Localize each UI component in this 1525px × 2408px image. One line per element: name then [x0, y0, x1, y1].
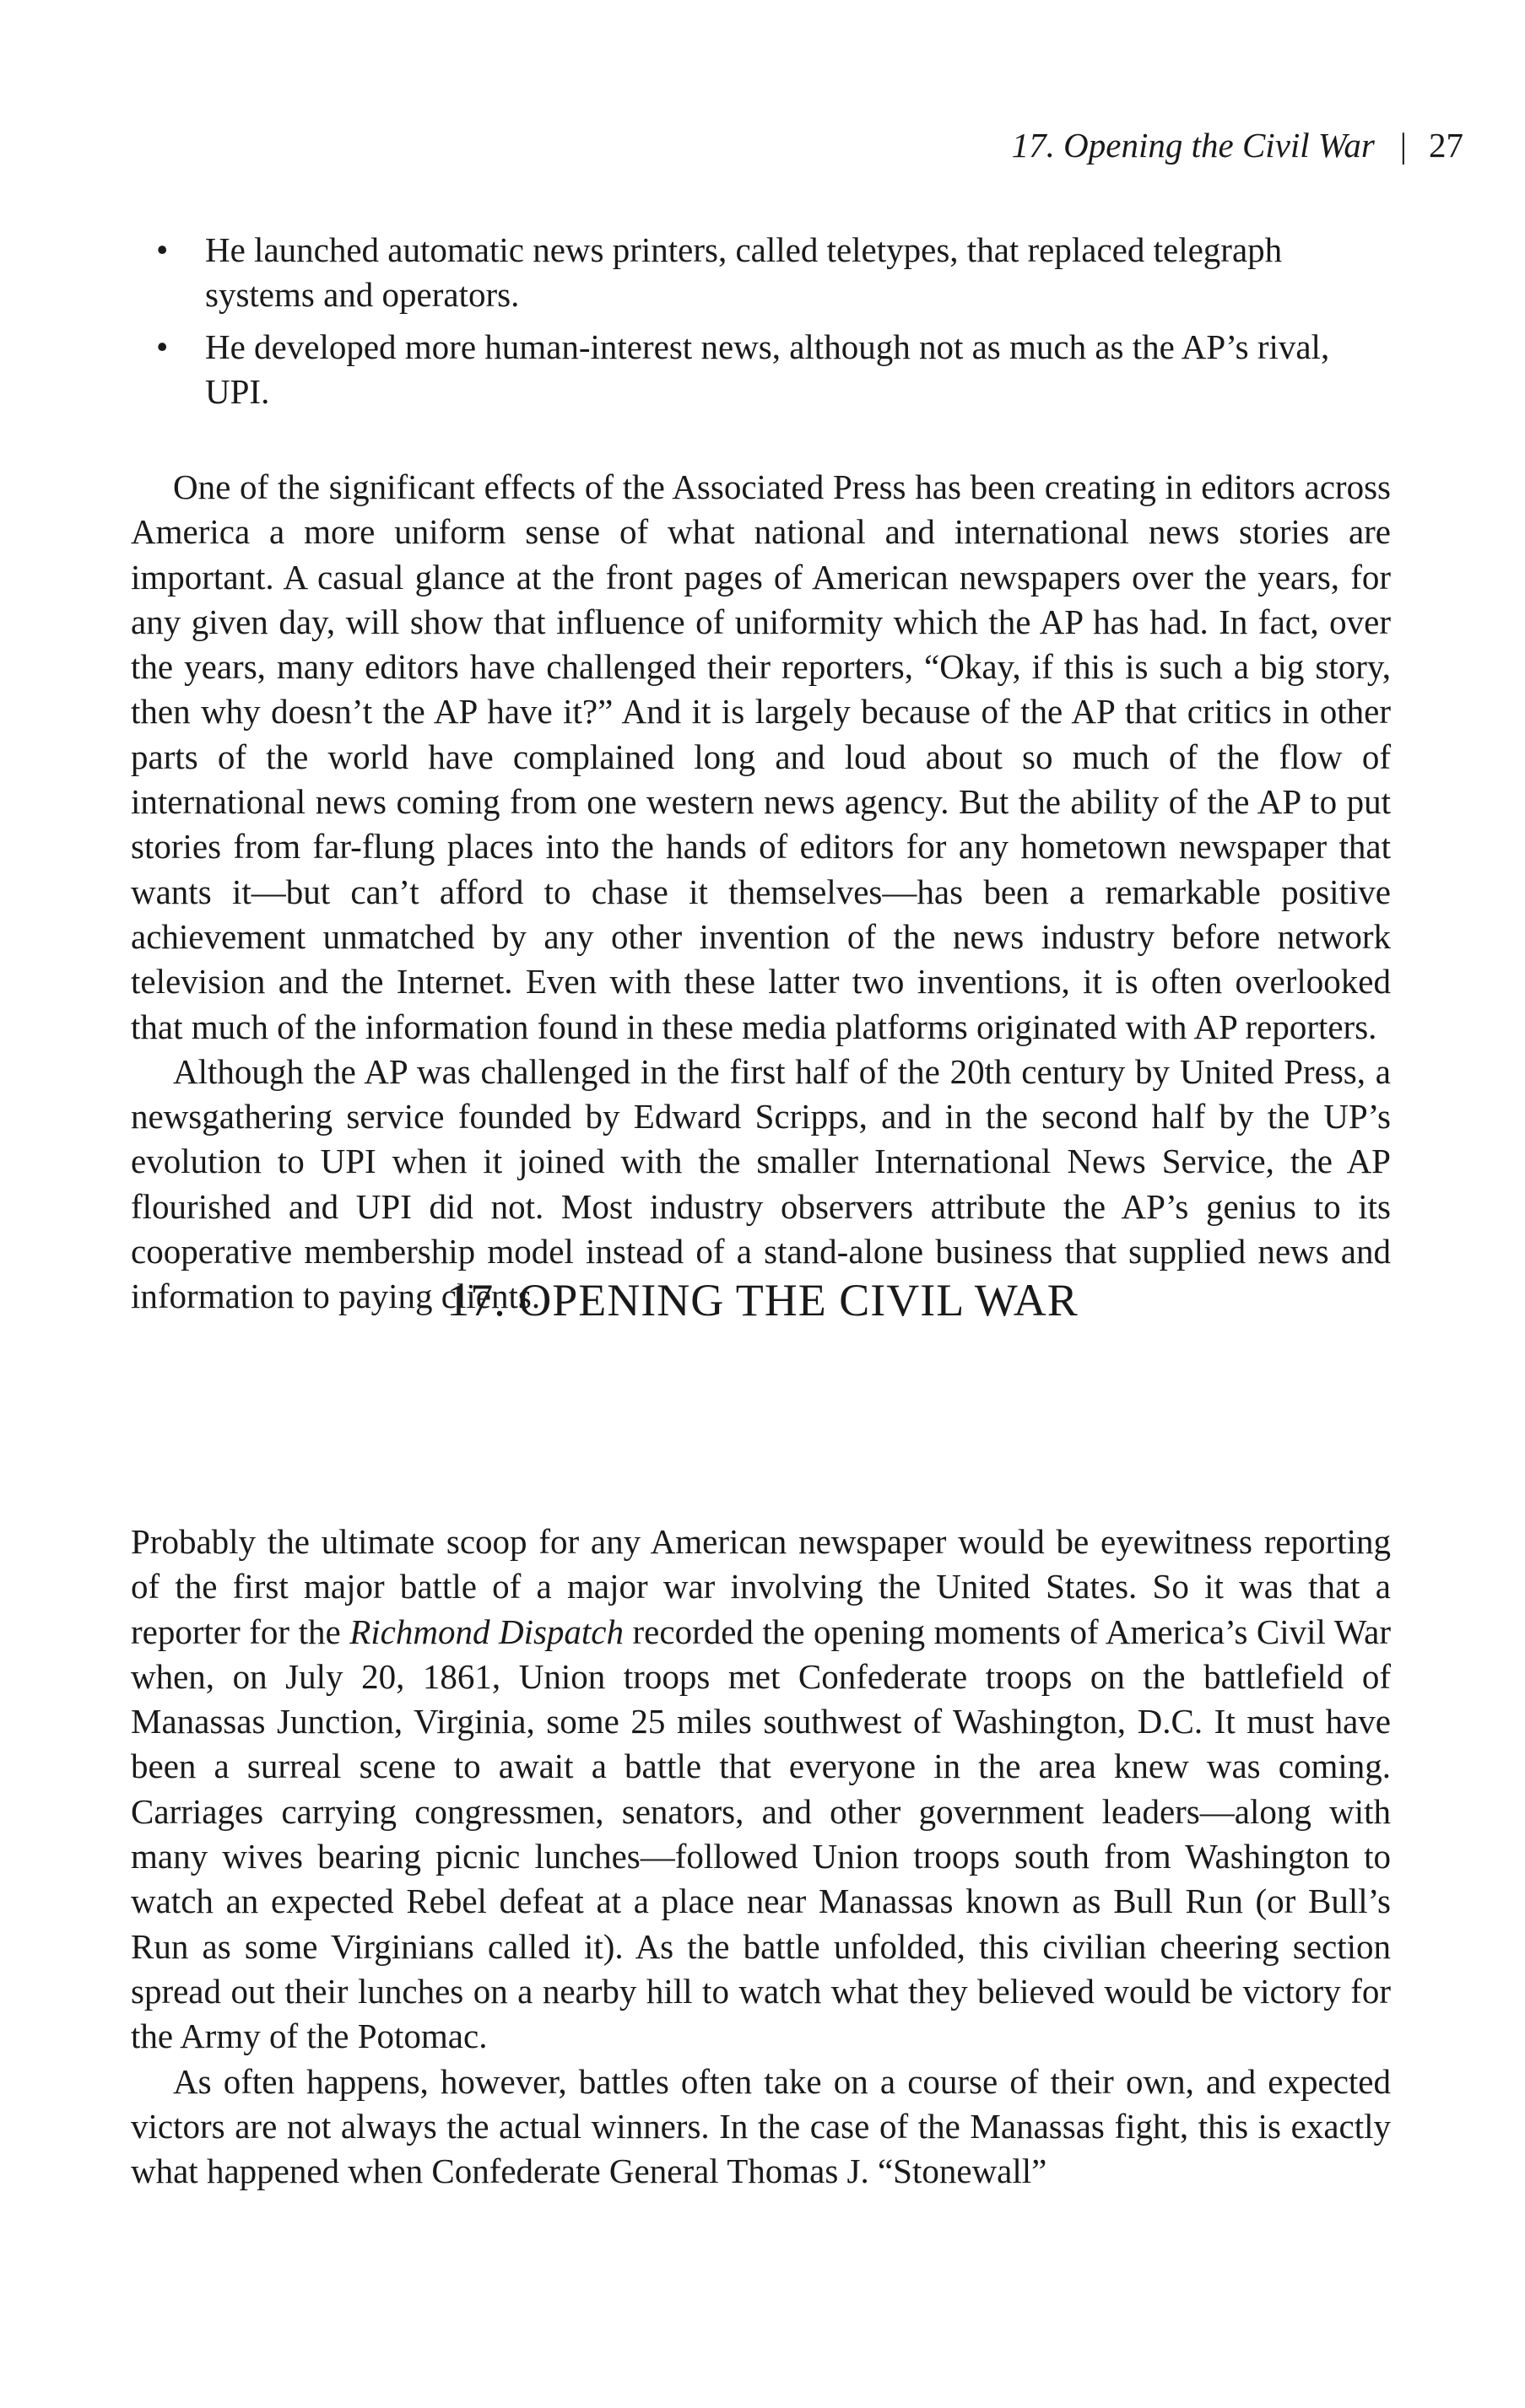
newspaper-title: Richmond Dispatch: [349, 1612, 625, 1651]
page-number: 27: [1429, 126, 1463, 165]
paragraph-text: recorded the opening moments of America’s Civil War when, on July 20, 1861, Union troops met Confederate troops on the battlefield of Manassas Junction, Virginia, some 25 miles southwest of Washington, D.C. It must have been a surreal scene to await a battle that everyone in the area knew was coming. Carriages carrying congressmen, senators, and other government leaders—along with many wives bearing picnic lunches—followed Union troops south from Washington to watch an expected Rebel defeat at a place near Manassas known as Bull Run (or Bull’s Run as some Virginians called it). As the battle unfolded, this civilian cheering section spread out their lunches on a nearby hill to watch what they believed would be victory for the Army of the Potomac.: [131, 1612, 1391, 2056]
bullet-dot-icon: •: [156, 230, 169, 269]
bullet-dot-icon: •: [156, 327, 169, 366]
bullet-text: He launched automatic news printers, called teletypes, that replaced telegraph systems and operators.: [205, 230, 1283, 315]
running-head: [1012, 123, 1463, 167]
bullet-item: [131, 325, 1391, 415]
bullet-item: [131, 228, 1391, 318]
bullet-list: [131, 228, 1391, 421]
section-one-body: [131, 465, 1391, 1320]
paragraph: One of the significant effects of the Associated Press has been creating in editors across America a more uniform sense of what national and international news stories are important. A casual glance at the front pages of American newspapers over the years, for any given day, will show that influence of uniformity which the AP has had. In fact, over the years, many editors have challenged their reporters, “Okay, if this is such a big story, then why doesn’t the AP have it?” And it is largely because of the AP that critics in other parts of the world have complained long and loud about so much of the flow of international news coming from one western news agency. But the ability of the AP to put stories from far-flung places into the hands of editors for any hometown newspaper that wants it—but can’t afford to chase it themselves—has been a remarkable positive achievement unmatched by any other invention of the news industry before network television and the Internet. Even with these latter two inventions, it is often overlooked that much of the information found in these media platforms originated with AP reporters.: [131, 467, 1391, 1046]
paragraph: [131, 1520, 1391, 2060]
bullet-text: He developed more human-interest news, although not as much as the AP’s rival, UPI.: [205, 327, 1330, 411]
running-head-title: 17. Opening the Civil War: [1011, 126, 1375, 165]
running-head-separator: |: [1399, 126, 1407, 165]
section-heading: 17. OPENING THE CIVIL WAR: [446, 1275, 1079, 1325]
paragraph: As often happens, however, battles often take on a course of their own, and expected victors are not always the actual winners. In the case of the Manassas fight, this is exactly what happened when Confederate General Thomas J. “Stonewall”: [131, 2061, 1391, 2191]
section-two-body: [131, 1520, 1391, 2194]
paragraph: Although the AP was challenged in the first half of the 20th century by United Press, a newsgathering service founded by Edward Scripps, and in the second half by the UP’s evolution to UPI when it joined with the smaller International News Service, the AP flourished and UPI did not. Most industry observers attribute the AP’s genius to its cooperative membership model instead of a stand-alone business that supplied news and information to paying clients.: [131, 1051, 1391, 1316]
paragraph-text: Probably the ultimate scoop for any American newspaper would be eyewitness reporting of the first major battle of a major war involving the United States. So it was that a reporter for the: [131, 1522, 1391, 1651]
